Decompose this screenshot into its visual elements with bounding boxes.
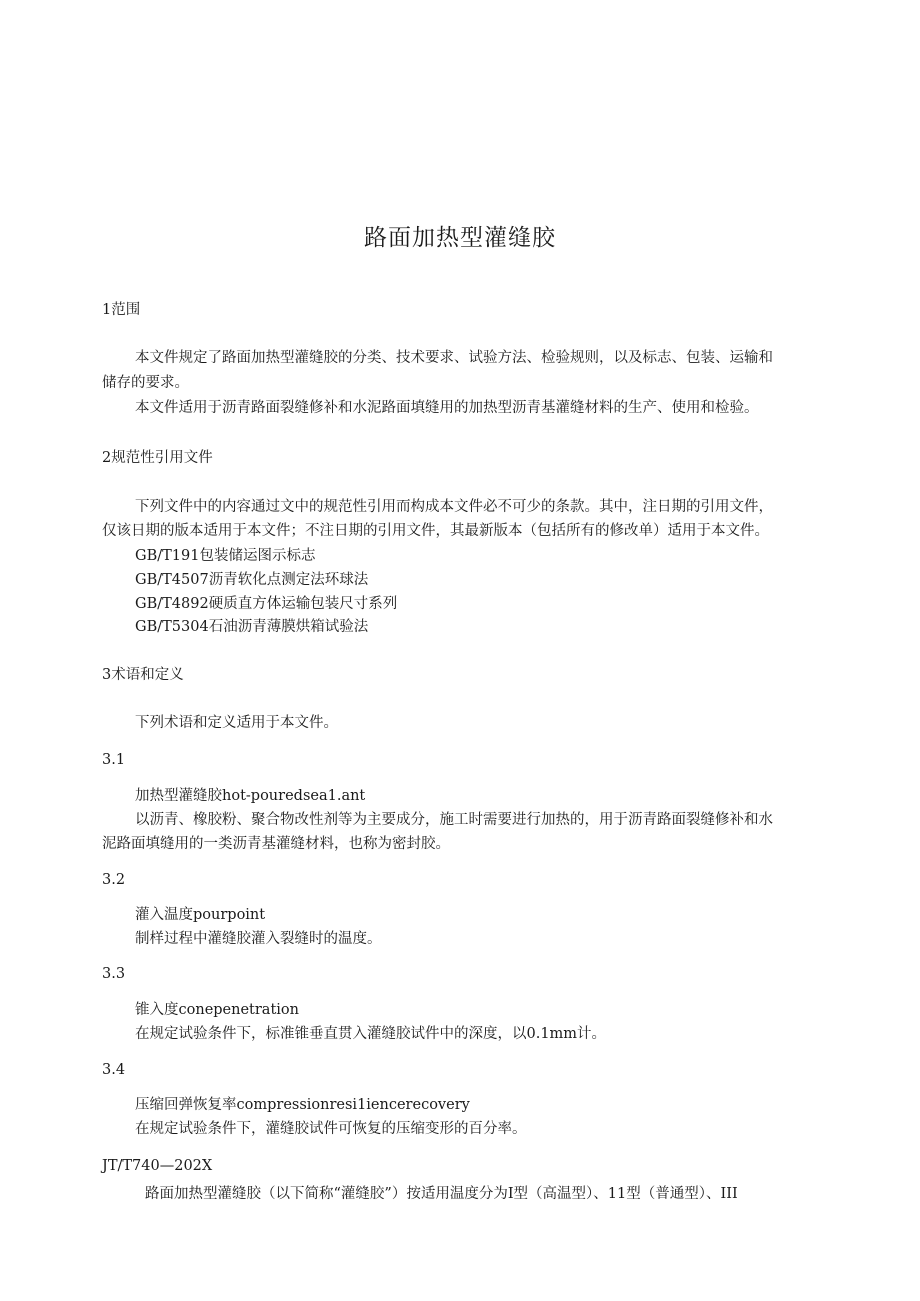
reference-item: GB/T5304石油沥青薄膜烘箱试验法: [135, 619, 369, 635]
reference-item: GB/T4507沥青软化点测定法环球法: [135, 572, 369, 588]
section-2-heading: 2规范性引用文件: [102, 450, 213, 466]
section-1-heading: 1范围: [102, 302, 141, 318]
term-definition-line-2: 泥路面填缝用的一类沥青基灌缝材料，也称为密封胶。: [102, 836, 450, 852]
term-definition-line-1: 在规定试验条件下，灌缝胶试件可恢复的压缩变形的百分率。: [135, 1121, 527, 1137]
term-number: 3.4: [102, 1062, 126, 1078]
section-3-intro: 下列术语和定义适用于本文件。: [135, 715, 338, 731]
term-definition-line-1: 制样过程中灌缝胶灌入裂缝时的温度。: [135, 931, 382, 947]
reference-item: GB/T4892硬质直方体运输包装尺寸系列: [135, 596, 398, 612]
term-name: 加热型灌缝胶hot-pouredsea1.ant: [135, 788, 366, 804]
classification-paragraph: 路面加热型灌缝胶（以下简称“灌缝胶”）按适用温度分为I型（高温型）、11型（普通型）、III: [145, 1186, 738, 1202]
term-number: 3.2: [102, 872, 126, 888]
term-name: 灌入温度pourpoint: [135, 907, 266, 923]
reference-item: GB/T191包装储运图示标志: [135, 548, 316, 564]
section-2-paragraph-line-1: 下列文件中的内容通过文中的规范性引用而构成本文件必不可少的条款。其中，注日期的引用文件，: [135, 499, 773, 515]
document-title: 路面加热型灌缝胶: [364, 225, 556, 251]
term-definition-line-1: 在规定试验条件下，标准锥垂直贯入灌缝胶试件中的深度，以0.1mm计。: [135, 1026, 607, 1042]
term-name: 压缩回弹恢复率compressionresi1iencerecovery: [135, 1097, 470, 1113]
term-number: 3.3: [102, 966, 126, 982]
section-3-heading: 3术语和定义: [102, 667, 184, 683]
section-2-paragraph-line-2: 仅该日期的版本适用于本文件；不注日期的引用文件，其最新版本（包括所有的修改单）适用于本文件。: [102, 523, 769, 539]
section-1-paragraph-1-line-2: 储存的要求。: [102, 375, 189, 391]
term-number: 3.1: [102, 752, 126, 768]
section-1-paragraph-1-line-1: 本文件规定了路面加热型灌缝胶的分类、技术要求、试验方法、检验规则，以及标志、包装、运输和: [135, 350, 773, 366]
standard-code: JT/T740—202X: [102, 1158, 213, 1174]
term-name: 锥入度conepenetration: [135, 1002, 299, 1018]
term-definition-line-1: 以沥青、橡胶粉、聚合物改性剂等为主要成分，施工时需要进行加热的，用于沥青路面裂缝修补和水: [135, 812, 773, 828]
section-1-paragraph-2: 本文件适用于沥青路面裂缝修补和水泥路面填缝用的加热型沥青基灌缝材料的生产、使用和检验。: [135, 400, 759, 416]
